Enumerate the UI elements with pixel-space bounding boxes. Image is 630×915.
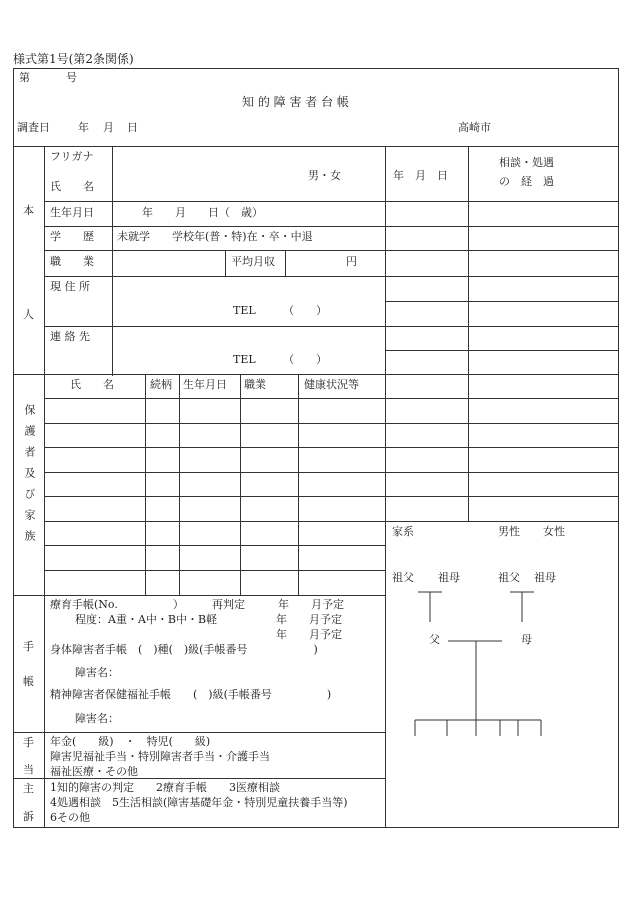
contact-tel: TEL （ ） xyxy=(233,353,328,366)
allowance-line2: 障害児福祉手当・特別障害者手当・介護手当 xyxy=(50,750,270,763)
birth-label: 生年月日 xyxy=(50,206,94,219)
tree-father: 父 xyxy=(429,633,440,646)
contact-label: 連 絡 先 xyxy=(50,330,90,343)
person-side-label-bottom: 人 xyxy=(23,308,34,321)
city-name: 高崎市 xyxy=(458,121,491,134)
page-title: 知 的 障 害 者 台 帳 xyxy=(242,95,349,109)
form-number: 様式第1号(第2条関係) xyxy=(13,52,134,66)
family-tree-female: 女性 xyxy=(543,525,565,538)
complaint-side-bottom: 訴 xyxy=(23,810,34,823)
notebook-line6: 精神障害者保健福祉手帳 ( )級(手帳番号 ) xyxy=(50,688,332,701)
family-side-label: 保護者及び家族 xyxy=(23,404,36,551)
education-value: 未就学 学校年(普・特)在・卒・中退 xyxy=(117,230,313,243)
complaint-side-top: 主 xyxy=(23,782,34,795)
allowance-side-bottom: 当 xyxy=(23,763,34,776)
notebook-line3b: 年 月予定 xyxy=(276,628,342,641)
family-col-name: 氏 名 xyxy=(70,378,114,391)
notebook-line2b: 年 月予定 xyxy=(276,613,342,626)
address-label: 現 住 所 xyxy=(50,280,90,293)
number-suffix: 号 xyxy=(66,71,77,84)
birth-value: 年 月 日（ 歳） xyxy=(142,206,263,219)
notebook-line4: 身体障害者手帳 ( )種( )級(手帳番号 ) xyxy=(50,643,318,656)
notebook-line7: 障害名： xyxy=(75,712,119,725)
notebook-side-label-bottom: 帳 xyxy=(23,675,34,688)
education-label: 学 歴 xyxy=(50,230,94,243)
family-tree-male: 男性 xyxy=(498,525,520,538)
record-title-line2: の 経 過 xyxy=(499,175,554,188)
family-col-health: 健康状況等 xyxy=(304,378,359,391)
income-unit: 円 xyxy=(346,255,357,268)
complaint-line3: 6その他 xyxy=(50,811,90,824)
income-label: 平均月収 xyxy=(231,255,275,268)
family-col-relation: 続柄 xyxy=(150,378,172,391)
gender-field: 男・女 xyxy=(308,169,341,182)
number-label: 第 xyxy=(19,71,30,84)
survey-date-day: 日 xyxy=(127,121,138,134)
allowance-line3: 福祉医療・その他 xyxy=(50,765,138,778)
allowance-line1: 年金( 級) ・ 特児( 級) xyxy=(50,735,211,748)
job-label: 職 業 xyxy=(50,255,94,268)
tree-grandmother-maternal: 祖母 xyxy=(534,571,556,584)
notebook-side-label-top: 手 xyxy=(23,640,34,653)
family-col-job: 職業 xyxy=(244,378,266,391)
person-side-label-top: 本 xyxy=(23,204,34,217)
allowance-side-top: 手 xyxy=(23,736,34,749)
survey-date-label: 調査日 xyxy=(17,121,50,134)
tree-grandfather-maternal: 祖父 xyxy=(498,571,520,584)
notebook-line1a: 療育手帳(No. ） xyxy=(50,598,184,611)
family-tree-title: 家系 xyxy=(392,525,414,538)
tree-grandmother-paternal: 祖母 xyxy=(438,571,460,584)
tree-mother: 母 xyxy=(521,633,532,646)
family-col-birth: 生年月日 xyxy=(183,378,227,391)
complaint-line2: 4処遇相談 5生活相談(障害基礎年金・特別児童扶養手当等) xyxy=(50,796,348,809)
record-date-header: 年 月 日 xyxy=(393,169,448,182)
survey-date-year: 年 xyxy=(78,121,89,134)
notebook-line5: 障害名： xyxy=(75,666,119,679)
record-title-line1: 相談・処遇 xyxy=(499,156,554,169)
survey-date-month: 月 xyxy=(103,121,114,134)
address-tel: TEL （ ） xyxy=(233,304,328,317)
name-label: 氏 名 xyxy=(50,180,94,193)
tree-grandfather-paternal: 祖父 xyxy=(392,571,414,584)
furigana-label: フリガナ xyxy=(50,150,94,163)
complaint-line1: 1知的障害の判定 2療育手帳 3医療相談 xyxy=(50,781,280,794)
notebook-line1b: 再判定 年 月予定 xyxy=(212,598,344,611)
notebook-line2a: 程度：A重・A中・B中・B軽 xyxy=(75,613,218,626)
